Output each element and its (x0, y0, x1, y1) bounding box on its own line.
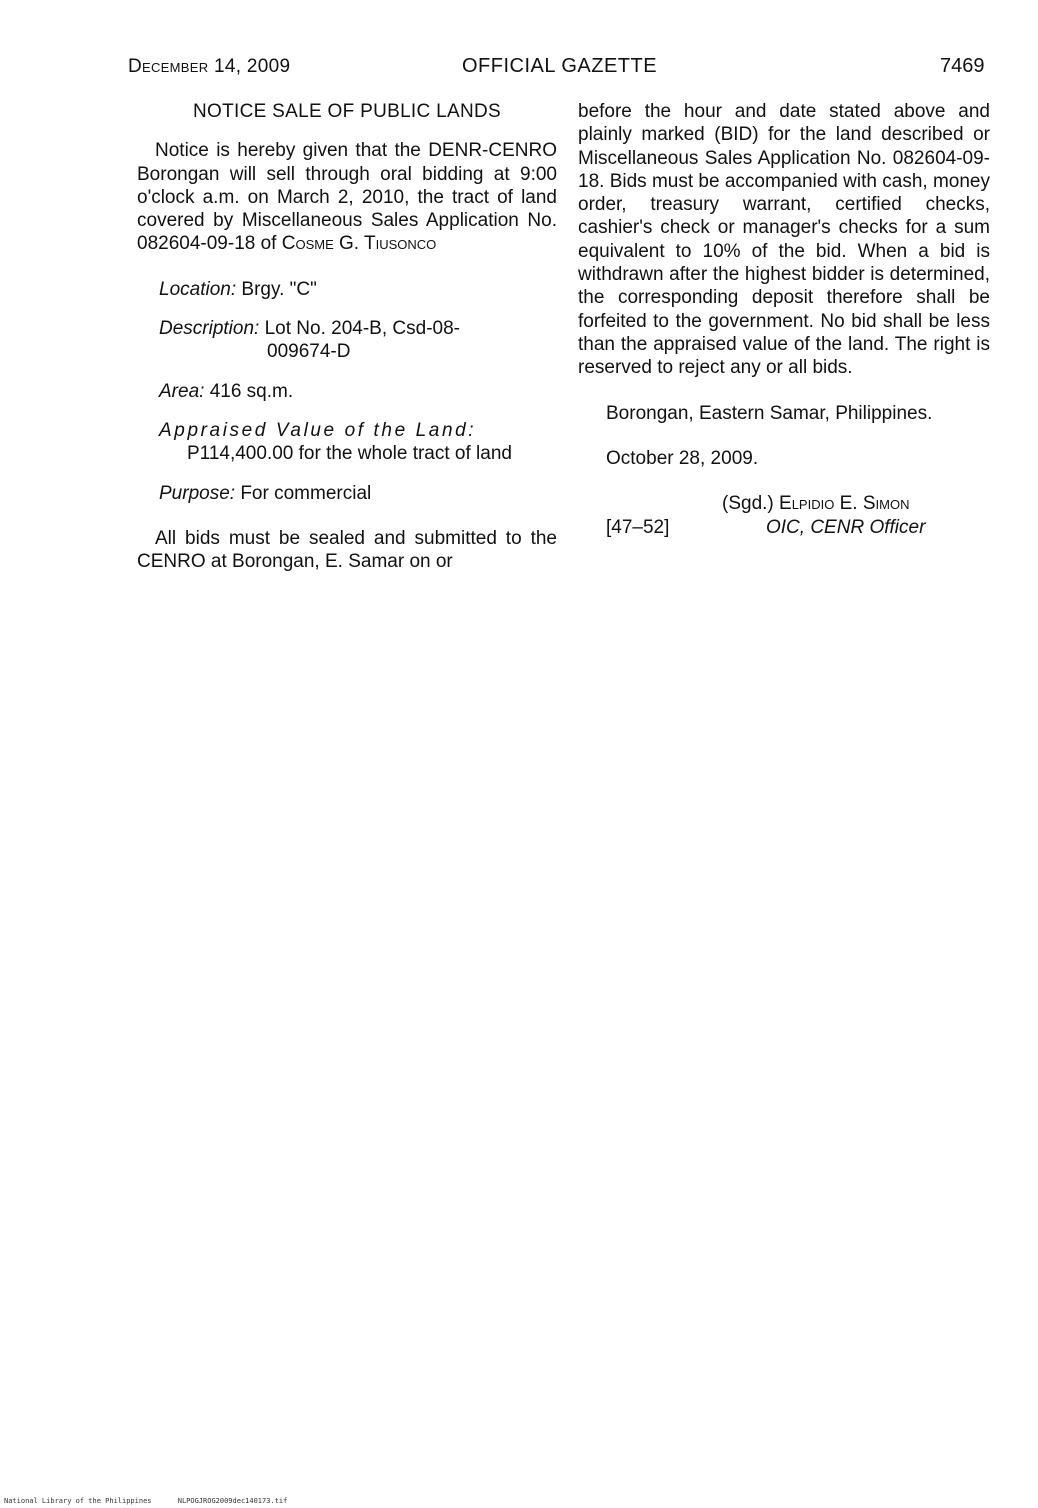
date-line: October 28, 2009. (606, 447, 759, 469)
header-date: December 14, 2009 (128, 56, 291, 77)
signatory-name: Elpidio E. Simon (779, 493, 910, 515)
notice-intro (137, 139, 557, 255)
header-publication-title: OFFICIAL GAZETTE (462, 55, 658, 77)
signatory-line (722, 492, 909, 515)
bids-paragraph-start: All bids must be sealed and submitted to the CENRO at Borongan, E. Samar on or (137, 527, 557, 573)
area-label: Area: (159, 380, 205, 402)
applicant-name: Cosme G. Tiusonco (281, 233, 437, 255)
description-label: Description: (159, 318, 260, 340)
notice-title: NOTICE SALE OF PUBLIC LANDS (193, 101, 501, 122)
signature-block (578, 492, 990, 552)
description-field (159, 317, 557, 364)
footer-library: National Library of the Philippines (4, 1497, 152, 1505)
appraised-value-label: Appraised Value of the Land: (159, 419, 477, 441)
appraised-value-field (159, 419, 557, 466)
area-field (159, 380, 557, 403)
location-value: Brgy. "C" (241, 278, 317, 300)
notice-intro-text: Notice is hereby given that the DENR-CENRO Borongan will sell through oral bidding at 9:00 o'clock a.m. on March 2, 2010, the tract of land covered by Miscellaneous Sales Application No. 082604-09-18 of (137, 140, 557, 255)
scan-footer (4, 1497, 309, 1505)
purpose-label: Purpose: (159, 482, 236, 504)
location-field (159, 278, 557, 301)
footer-filename: NLPOGJROG2009dec140173.tif (177, 1497, 288, 1505)
header-page-number: 7469 (940, 55, 985, 77)
place-line: Borongan, Eastern Samar, Philippines. (606, 402, 933, 424)
left-column (137, 100, 557, 573)
signature-prefix: (Sgd.) (722, 493, 774, 515)
purpose-value: For commercial (240, 482, 372, 504)
right-column (578, 100, 990, 552)
area-value: 416 sq.m. (209, 380, 294, 402)
location-label: Location: (159, 278, 237, 300)
bids-paragraph-continued: before the hour and date stated above and plainly marked (BID) for the land described or Miscellaneous Sales Application No. 082604-09-18. Bids must be accompanied with cash, money order, treasury warrant, certified checks, cashier's check or manager's checks for a sum equivalent to 10% of the bid. When a bid is withdrawn after the highest bidder is determined, the corresponding deposit therefore shall be forfeited to the government. No bid shall be less than the appraised value of the land. The right is reserved to reject any or all bids. (578, 101, 990, 379)
description-value-line1: Lot No. 204-B, Csd-08- (264, 318, 460, 340)
description-value-line2: 009674-D (267, 341, 351, 363)
purpose-field (159, 482, 557, 505)
reference-number: [47–52] (606, 517, 670, 539)
appraised-value-amount: P114,400.00 for the whole tract of land (187, 443, 512, 465)
signatory-title: OIC, CENR Officer (766, 517, 926, 539)
